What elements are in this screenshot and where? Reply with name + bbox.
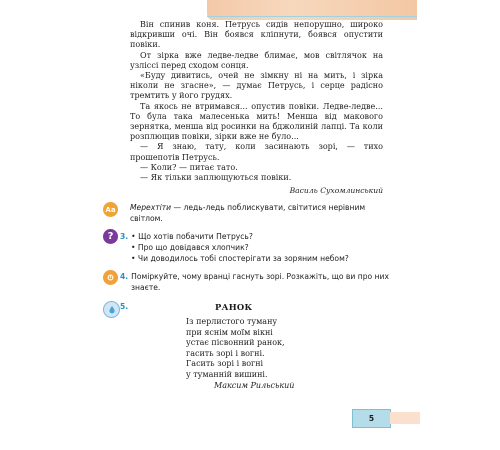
- task-3: [120, 231, 390, 264]
- task-5: [120, 301, 131, 312]
- poem-line-3: устає пісвонний ранок,: [186, 338, 285, 348]
- sun-face-icon: [103, 270, 118, 285]
- poem: [186, 317, 294, 391]
- poem-line-4: гасить зорі і вогні.: [186, 348, 265, 358]
- task-4-text: Поміркуйте, чому вранці гаснуть зорі. Розкажіть, що ви про них: [131, 272, 389, 281]
- task-5-number: 5.: [120, 302, 129, 311]
- story-text: [130, 20, 383, 183]
- story-paragraph-1: Він спинив коня. Петрусь сидів непорушно, широко відкривши очі. Він боявся кліпнути, боявся опустити повіки.: [130, 20, 383, 50]
- task-4-number: 4.: [120, 272, 129, 281]
- task-4: [120, 271, 390, 293]
- header-decorative-band: [207, 0, 417, 20]
- task-3-number: 3.: [120, 232, 129, 241]
- question-mark-icon: ?: [103, 229, 118, 244]
- task-4-text-continued: знаєте.: [131, 283, 161, 292]
- page-number-decor: [390, 412, 420, 424]
- story-paragraph-5: — Я знаю, тату, коли засинають зорі, — тихо прошепотів Петрусь.: [130, 142, 383, 162]
- page-number: 5: [352, 409, 391, 428]
- story-paragraph-6: — Коли? — питає тато.: [140, 162, 238, 172]
- glossary-term: Мерехтіти: [130, 203, 172, 212]
- story-author: Василь Сухомлинський: [289, 186, 383, 195]
- task-3-question-1: • Що хотів побачити Петрусь?: [131, 232, 253, 241]
- poem-line-5: Гасить зорі і вогні: [186, 359, 264, 369]
- poem-line-2: при яснім моїм вікні: [186, 327, 273, 337]
- glossary-entry: [130, 203, 390, 224]
- glossary-definition: — ледь-ледь поблискувати, світитися нерівним світлом.: [130, 203, 366, 223]
- task-3-question-3: • Чи доводилось тобі спостерігати за зоряним небом?: [131, 254, 349, 263]
- letters-aa-icon: Aa: [103, 202, 118, 217]
- story-paragraph-3: «Буду дивитись, очей не зімкну ні на мить, і зірка ніколи не згасне», — думає Петрусь, і серце радісно тремтить у його грудях.: [130, 71, 383, 101]
- poem-author: Максим Рильський: [214, 380, 295, 390]
- drop-icon: [103, 301, 120, 318]
- task-3-question-2: • Про що довідався хлопчик?: [131, 243, 249, 252]
- poem-line-1: Із перлистого туману: [186, 317, 278, 326]
- story-paragraph-2: От зірка вже ледве-ледве блимає, мов світлячок на узліссі перед сходом сонця.: [130, 50, 383, 70]
- story-paragraph-7: — Як тільки заплющуються повіки.: [140, 173, 292, 183]
- poem-title: РАНОК: [215, 302, 253, 312]
- story-paragraph-4: Та якось не втримався... опустив повіки. Ледве-ледве... То була така малесенька мить! Менша від макового зернятка, менша від росинки на бджолиній лапці. Та коли розплющив повіки, зірки вже не було...: [130, 101, 383, 142]
- page-number-tab: [352, 409, 420, 426]
- poem-line-6: у туманній вишині.: [186, 369, 268, 379]
